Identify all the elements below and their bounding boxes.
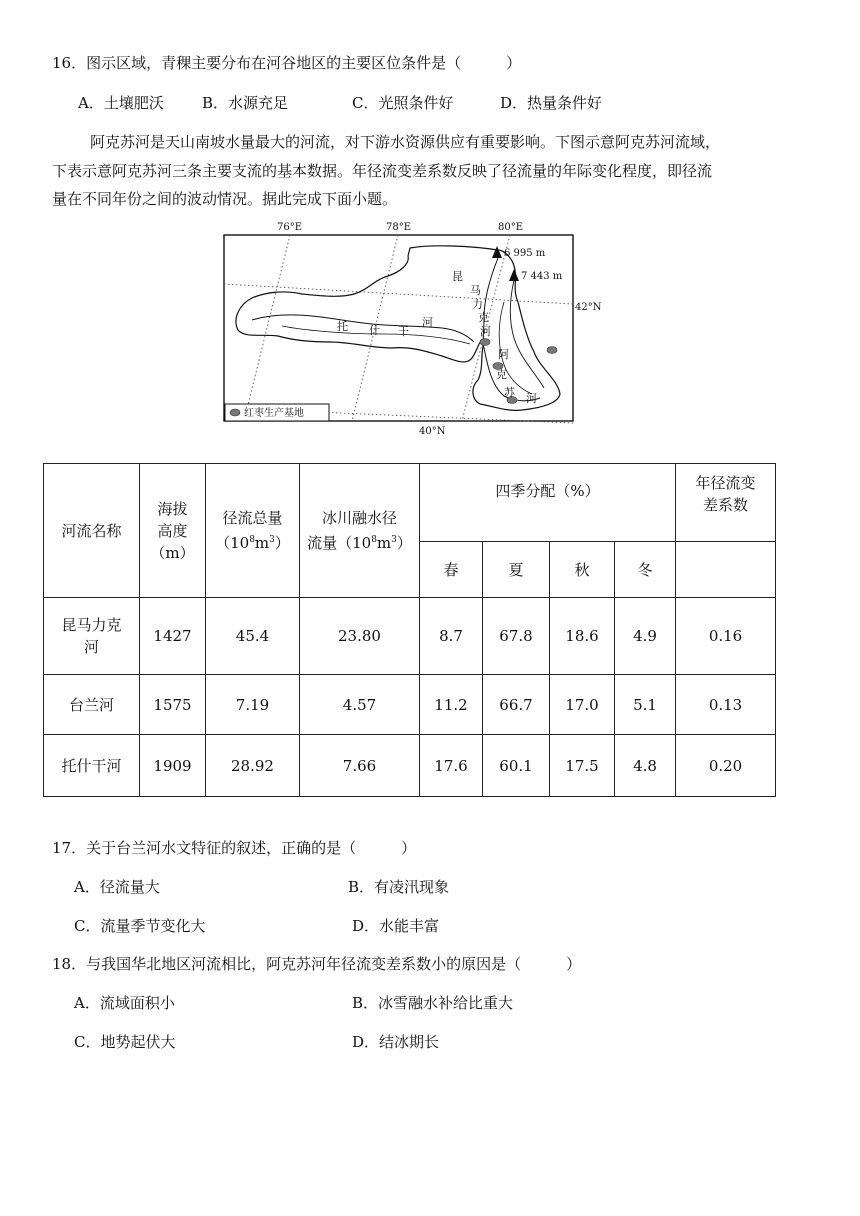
q17-option-b: B．有凌汛现象 (348, 878, 450, 896)
cell-winter: 4.8 (615, 735, 676, 797)
tributary-data-table (43, 463, 776, 797)
cell-elevation: 1909 (140, 735, 206, 797)
cell-runoff: 45.4 (206, 598, 300, 675)
table-row (44, 675, 776, 735)
q17-stem: 17．关于台兰河水文特征的叙述，正确的是（ ） (52, 839, 417, 857)
cell-glacier: 23.80 (300, 598, 420, 675)
legend-jujube-icon (230, 409, 240, 416)
cell-spring: 11.2 (420, 675, 483, 735)
table-row (44, 735, 776, 797)
cell-summer: 66.7 (483, 675, 550, 735)
header-summer: 夏 (483, 542, 550, 598)
label-42n: 42°N (575, 302, 602, 313)
cell-summer: 60.1 (483, 735, 550, 797)
intro-line-2: 下表示意阿克苏河三条主要支流的基本数据。年径流变差系数反映了径流量的年际变化程度，即径流 (52, 162, 713, 180)
q18-option-a: A．流域面积小 (74, 994, 175, 1012)
cell-autumn: 17.0 (550, 675, 615, 735)
header-coef: 年径流变 差系数 (676, 464, 776, 542)
river-label-li: 力 (472, 298, 483, 311)
cell-runoff: 28.92 (206, 735, 300, 797)
header-winter: 冬 (615, 542, 676, 598)
river-label-su: 苏 (504, 386, 515, 399)
header-spring: 春 (420, 542, 483, 598)
header-river-name: 河流名称 (44, 464, 140, 598)
cell-spring: 8.7 (420, 598, 483, 675)
q17-option-c: C．流量季节变化大 (74, 917, 206, 935)
label-78e: 78°E (386, 222, 412, 233)
river-label-shi: 什 (369, 324, 380, 337)
map-svg (222, 218, 602, 440)
cell-name: 昆马力克 河 (44, 598, 140, 675)
q18-stem: 18．与我国华北地区河流相比，阿克苏河年径流变差系数小的原因是（ ） (52, 955, 582, 973)
river-label-he2: 河 (480, 325, 491, 338)
header-runoff: 径流总量 $(10^8m^3)$ (206, 464, 300, 598)
q16-option-a: A．土壤肥沃 (78, 94, 164, 112)
cell-summer: 67.8 (483, 598, 550, 675)
cell-elevation: 1575 (140, 675, 206, 735)
header-coef-empty (676, 542, 776, 598)
cell-elevation: 1427 (140, 598, 206, 675)
cell-winter: 5.1 (615, 675, 676, 735)
cell-spring: 17.6 (420, 735, 483, 797)
intro-line-1: 阿克苏河是天山南坡水量最大的河流，对下游水资源供应有重要影响。下图示意阿克苏河流域， (90, 133, 721, 151)
label-80e: 80°E (498, 222, 524, 233)
q18-option-d: D．结冰期长 (352, 1033, 440, 1051)
peak-6995-label: 6 995 m (504, 248, 546, 259)
cell-autumn: 18.6 (550, 598, 615, 675)
river-label-a: 阿 (498, 348, 509, 361)
river-label-ke: 克 (478, 311, 489, 324)
cell-coef: 0.13 (676, 675, 776, 735)
cell-coef: 0.20 (676, 735, 776, 797)
cell-glacier: 4.57 (300, 675, 420, 735)
cell-winter: 4.9 (615, 598, 676, 675)
jujube-base-marker (480, 339, 490, 346)
cell-runoff: 7.19 (206, 675, 300, 735)
q16-option-d: D．热量条件好 (500, 94, 603, 112)
q17-option-d: D．水能丰富 (352, 917, 440, 935)
header-elevation: 海拔 高度 （m） (140, 464, 206, 598)
cell-name: 台兰河 (44, 675, 140, 735)
q16-option-c: C．光照条件好 (352, 94, 454, 112)
river-label-tuo: 托 (337, 320, 348, 333)
intro-line-3: 量在不同年份之间的波动情况。据此完成下面小题。 (52, 190, 398, 208)
header-glacier-runoff: 冰川融水径 流量$(10^8m^3)$ (300, 464, 420, 598)
river-label-ma: 马 (470, 284, 481, 297)
label-76e: 76°E (277, 222, 303, 233)
river-label-kun: 昆 (452, 270, 463, 283)
river-label-gan: 干 (398, 325, 409, 338)
river-label-he3: 河 (526, 392, 537, 405)
header-autumn: 秋 (550, 542, 615, 598)
cell-name: 托什干河 (44, 735, 140, 797)
label-40n: 40°N (419, 426, 446, 437)
header-seasonal: 四季分配（%） (420, 464, 676, 542)
legend-label: 红枣生产基地 (244, 408, 304, 419)
river-label-ke2: 克 (496, 368, 507, 381)
cell-coef: 0.16 (676, 598, 776, 675)
jujube-base-marker (547, 347, 557, 354)
akesu-river-basin-map (222, 218, 602, 440)
table-row (44, 598, 776, 675)
river-label-he1: 河 (422, 316, 433, 329)
q16-stem: 16．图示区域，青稞主要分布在河谷地区的主要区位条件是（ ） (52, 54, 522, 72)
peak-7443-label: 7 443 m (521, 271, 563, 282)
cell-autumn: 17.5 (550, 735, 615, 797)
q18-option-c: C．地势起伏大 (74, 1033, 176, 1051)
q18-option-b: B．冰雪融水补给比重大 (352, 994, 514, 1012)
cell-glacier: 7.66 (300, 735, 420, 797)
q17-option-a: A．径流量大 (74, 878, 160, 896)
q16-option-b: B．水源充足 (202, 94, 289, 112)
